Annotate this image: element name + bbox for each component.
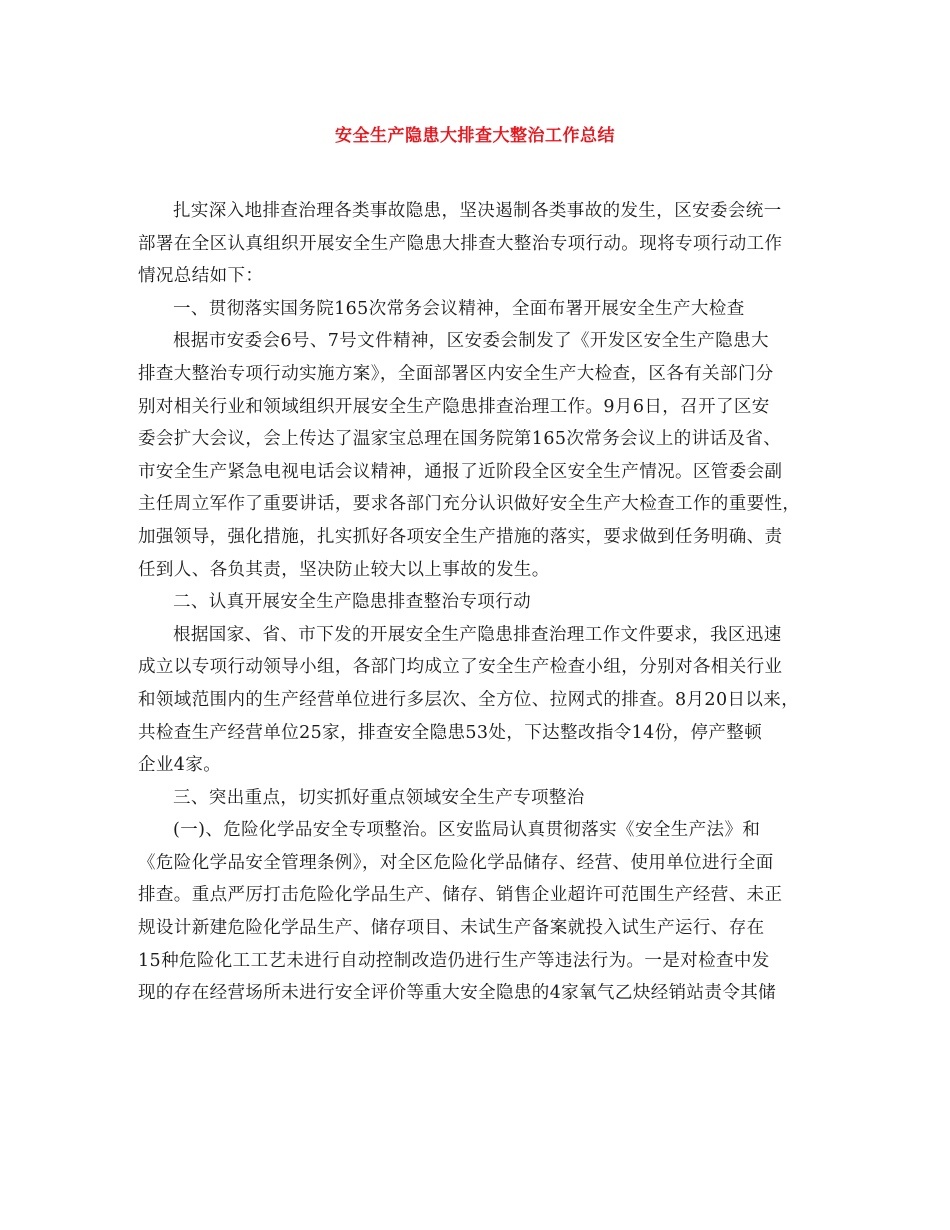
- body-line: 二、认真开展安全生产隐患排查整治专项行动: [173, 592, 531, 613]
- body-line: 任到人、各负其责，坚决防止较大以上事故的发生。: [138, 559, 550, 580]
- body-line: 企业4家。: [138, 755, 222, 776]
- document-title: 安全生产隐患大排查大整治工作总结: [335, 126, 615, 146]
- body-line: 和领域范围内的生产经营单位进行多层次、全方位、拉网式的排查。8月20日以来，: [138, 689, 800, 710]
- body-line: 三、突出重点，切实抓好重点领域安全生产专项整治: [173, 787, 585, 808]
- body-line: 《危险化学品安全管理条例》，对全区危险化学品储存、经营、使用单位进行全面: [138, 852, 774, 873]
- body-line: 共检查生产经营单位25家，排查安全隐患53处，下达整改指令14份，停产整顿: [138, 722, 763, 743]
- body-line: (一)、危险化学品安全专项整治。区安监局认真贯彻落实《安全生产法》和: [173, 820, 761, 841]
- body-line: 情况总结如下：: [138, 266, 264, 287]
- body-line: 主任周立军作了重要讲话，要求各部门充分认识做好安全生产大检查工作的重要性，: [138, 494, 801, 515]
- body-line: 排查。重点严厉打击危险化学品生产、储存、销售企业超许可范围生产经营、未正: [138, 885, 783, 906]
- body-line: 部署在全区认真组织开展安全生产隐患大排查大整治专项行动。现将专项行动工作: [138, 233, 783, 254]
- body-line: 排查大整治专项行动实施方案》，全面部署区内安全生产大检查，区各有关部门分: [138, 363, 774, 384]
- body-line: 根据国家、省、市下发的开展安全生产隐患排查治理工作文件要求，我区迅速: [173, 624, 782, 645]
- body-line: 加强领导，强化措施，扎实抓好各项安全生产措施的落实，要求做到任务明确、责: [138, 526, 783, 547]
- body-line: 规设计新建危险化学品生产、储存项目、未试生产备案就投入试生产运行、存在: [138, 918, 765, 939]
- body-line: 15种危险化工工艺未进行自动控制改造仍进行生产等违法行为。一是对检查中发: [138, 950, 770, 971]
- document-body: [138, 195, 828, 1010]
- body-line: 现的存在经营场所未进行安全评价等重大安全隐患的4家氧气乙炔经销站责令其储: [138, 983, 777, 1004]
- body-line: 别对相关行业和领域组织开展安全生产隐患排查治理工作。9月6日，召开了区安: [138, 396, 770, 417]
- body-line: 委会扩大会议，会上传达了温家宝总理在国务院第165次常务会议上的讲话及省、: [138, 429, 782, 450]
- body-line: 成立以专项行动领导小组，各部门均成立了安全生产检查小组，分别对各相关行业: [138, 657, 783, 678]
- body-line: 扎实深入地排查治理各类事故隐患，坚决遏制各类事故的发生，区安委会统一: [173, 201, 782, 221]
- body-line: 市安全生产紧急电视电话会议精神，通报了近阶段全区安全生产情况。区管委会副: [138, 461, 783, 482]
- body-line: 一、贯彻落实国务院165次常务会议精神，全面布署开展安全生产大检查: [173, 298, 745, 319]
- body-line: 根据市安委会6号、7号文件精神，区安委会制发了《开发区安全生产隐患大: [173, 331, 769, 352]
